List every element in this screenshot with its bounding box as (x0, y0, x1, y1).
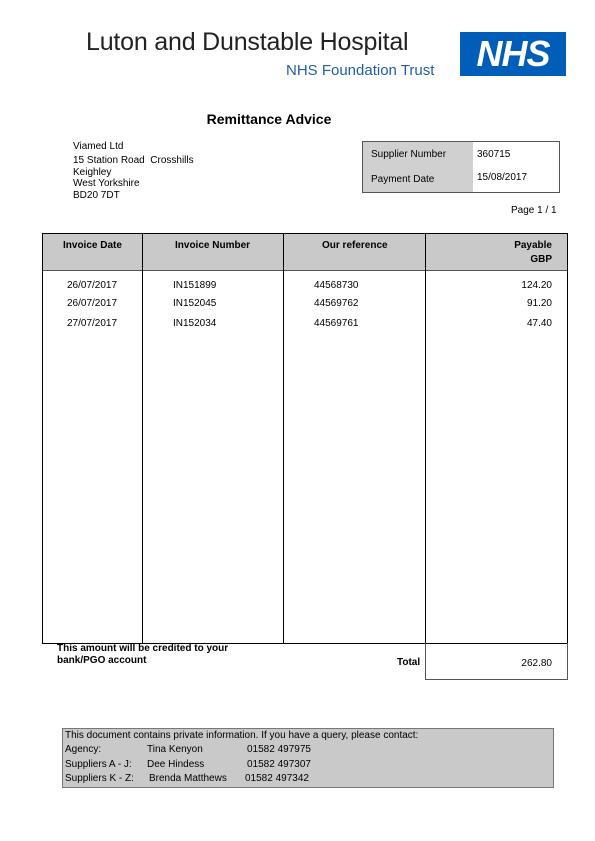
document-title: Remittance Advice (206, 111, 332, 127)
payment-date: 15/08/2017 (477, 172, 528, 183)
table-header (43, 234, 567, 271)
contact-footer (62, 728, 554, 788)
row-invoice-date: 26/07/2017 (67, 298, 118, 309)
row-reference: 44569762 (314, 298, 359, 309)
contact-label: Suppliers K - Z: (65, 773, 134, 784)
contact-name: Dee Hindess (147, 759, 205, 770)
total-label: Total (397, 657, 421, 668)
column-divider (142, 234, 143, 643)
header-currency: GBP (530, 254, 552, 265)
supplier-number: 360715 (477, 149, 511, 160)
address-line: Viamed Ltd (73, 141, 124, 152)
column-divider (425, 234, 426, 643)
supplier-number-label-cell (363, 142, 473, 167)
trust-name: NHS Foundation Trust (286, 62, 435, 79)
footer-intro: This document contains private information. If you have a query, please contact: (65, 730, 419, 741)
contact-label: Agency: (65, 744, 102, 755)
contact-phone: 01582 497342 (245, 773, 309, 784)
row-payable: 124.20 (521, 280, 552, 291)
total-value: 262.80 (521, 658, 552, 669)
row-invoice-number: IN152034 (173, 318, 217, 329)
total-box (425, 643, 568, 680)
contact-name: Tina Kenyon (147, 744, 203, 755)
credit-note: This amount will be credited to your bank/PGO account (57, 643, 229, 666)
row-payable: 47.40 (526, 318, 552, 329)
row-invoice-number: IN151899 (173, 280, 217, 291)
contact-label: Suppliers A - J: (65, 759, 132, 770)
address-line: Keighley (73, 167, 112, 178)
row-reference: 44569761 (314, 318, 359, 329)
row-payable: 91.20 (526, 298, 552, 309)
header-invoice-number: Invoice Number (175, 240, 251, 251)
contact-phone: 01582 497975 (247, 744, 311, 755)
supplier-number-label: Supplier Number (371, 149, 447, 160)
nhs-logo: NHS (460, 32, 566, 76)
row-invoice-number: IN152045 (173, 298, 217, 309)
column-divider (283, 234, 284, 643)
payment-date-label-cell (363, 167, 473, 192)
supplier-info-box (362, 141, 560, 193)
row-reference: 44568730 (314, 280, 359, 291)
contact-name: Brenda Matthews (149, 773, 227, 784)
row-invoice-date: 27/07/2017 (67, 318, 118, 329)
row-invoice-date: 26/07/2017 (67, 280, 118, 291)
address-line: BD20 7DT (73, 190, 120, 201)
header-our-reference: Our reference (322, 240, 388, 251)
contact-phone: 01582 497307 (247, 759, 311, 770)
hospital-name: Luton and Dunstable Hospital (86, 28, 409, 56)
remittance-table (42, 233, 568, 644)
header-payable: Payable (514, 240, 552, 251)
payment-date-label: Payment Date (371, 174, 435, 185)
page-indicator: Page 1 / 1 (511, 205, 557, 216)
address-line: 15 Station Road Crosshills (73, 155, 194, 166)
address-line: West Yorkshire (73, 178, 140, 189)
header-invoice-date: Invoice Date (63, 240, 122, 251)
